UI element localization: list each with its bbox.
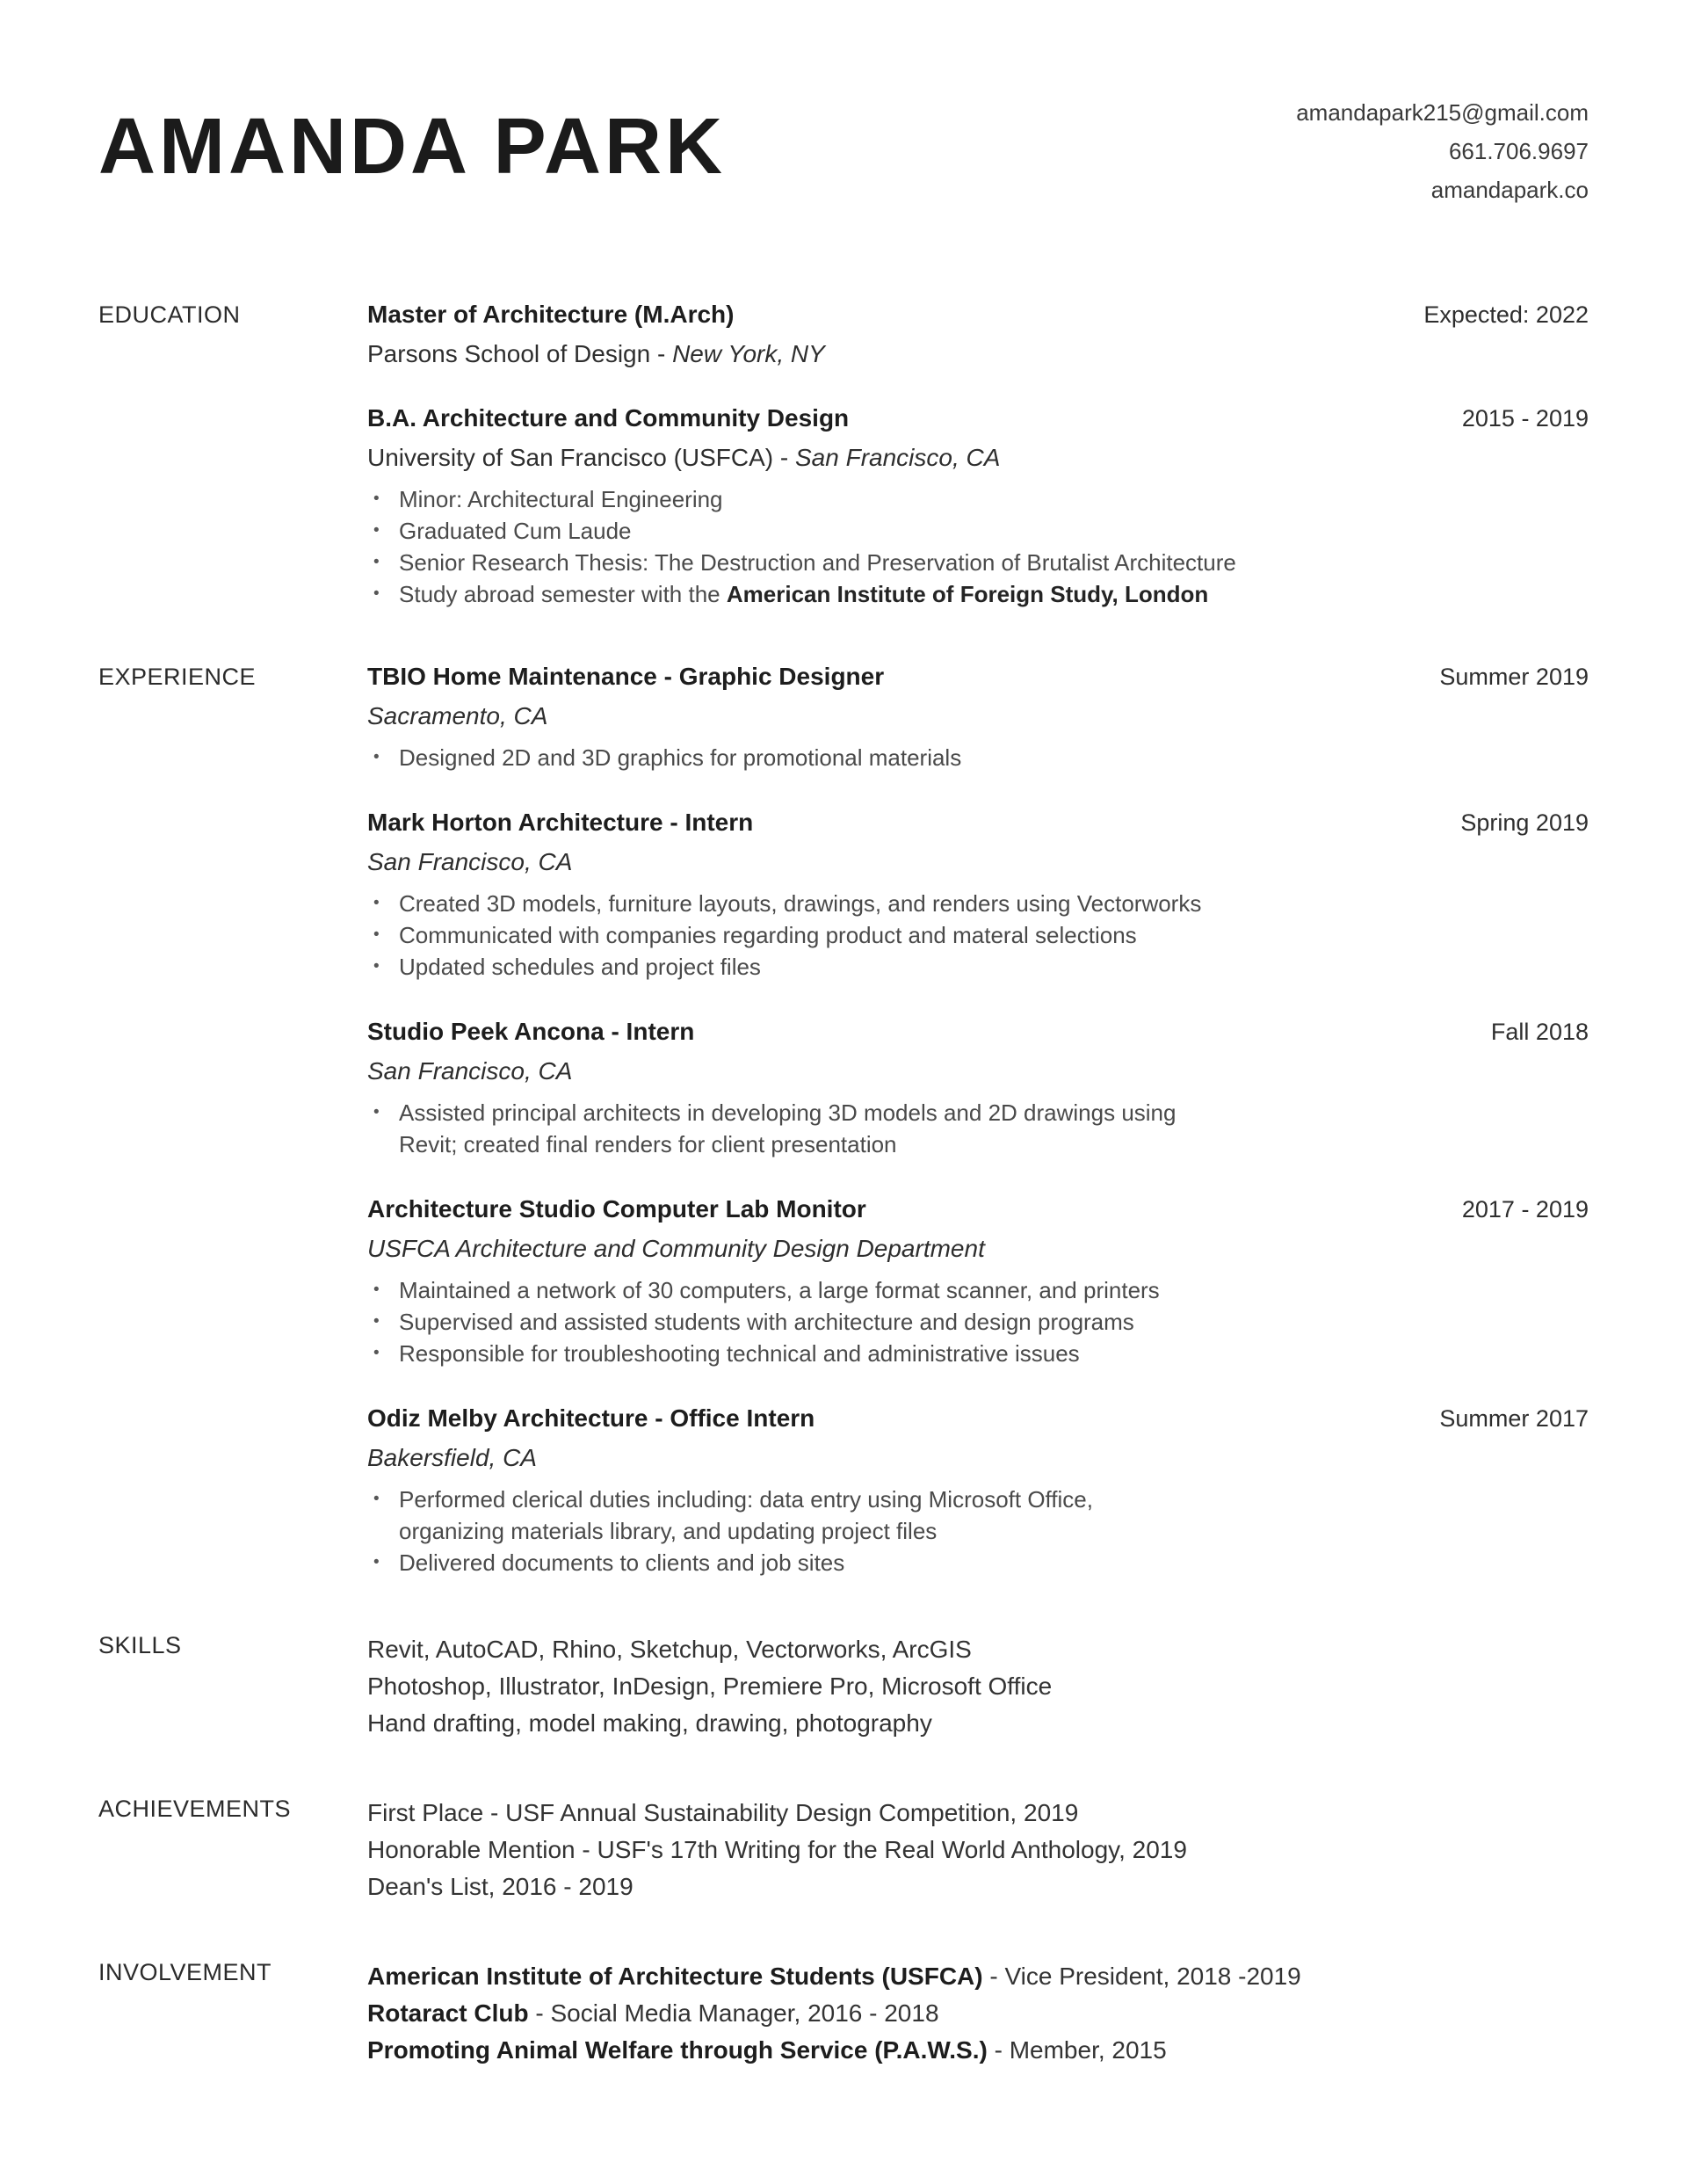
entry-date: Spring 2019 xyxy=(1460,809,1589,836)
bullet-text-plain: Study abroad semester with the xyxy=(399,581,727,607)
achievements-content xyxy=(367,1795,1589,1905)
bullet-text-bold: American Institute of Foreign Study, London xyxy=(726,581,1209,607)
bullet-text xyxy=(399,1097,1589,1160)
section-label-involvement: INVOLVEMENT xyxy=(98,1959,272,1985)
school-location: San Francisco, CA xyxy=(795,444,1001,471)
bullet-line-2: Revit; created final renders for client presentation xyxy=(399,1131,897,1157)
bullet-text: Communicated with companies regarding product and materal selections xyxy=(399,922,1137,948)
bullet-item xyxy=(367,1306,1589,1338)
bullet-icon: • xyxy=(373,748,380,766)
bullet-item xyxy=(367,888,1589,919)
bullet-item xyxy=(367,578,1589,610)
organization-name: Rotaract Club xyxy=(367,1999,529,2027)
entry-date: Expected: 2022 xyxy=(1423,301,1589,328)
bullet-item xyxy=(367,483,1589,515)
experience-entry-studio-peek xyxy=(367,1018,1589,1160)
experience-content xyxy=(367,663,1589,1578)
entry-date: Fall 2018 xyxy=(1490,1019,1589,1045)
bullet-icon: • xyxy=(373,553,380,571)
skills-content xyxy=(367,1631,1589,1742)
entry-head xyxy=(367,301,1589,329)
job-location xyxy=(367,1234,1589,1264)
job-title: Mark Horton Architecture - Intern xyxy=(367,809,754,836)
bullet-text: Created 3D models, furniture layouts, drawings, and renders using Vectorworks xyxy=(399,890,1202,917)
bullet-text: Maintained a network of 30 computers, a large format scanner, and printers xyxy=(399,1277,1160,1303)
bullet-item xyxy=(367,1484,1589,1547)
bullet-text: Updated schedules and project files xyxy=(399,954,761,980)
school-name: Parsons School of Design - xyxy=(367,340,673,367)
school-line xyxy=(367,443,1589,473)
job-location xyxy=(367,847,1589,877)
section-label-skills: SKILLS xyxy=(98,1632,182,1658)
contact-phone: 661.706.9697 xyxy=(1448,138,1589,164)
bullet-icon: • xyxy=(373,490,380,508)
entry-date: 2015 - 2019 xyxy=(1461,405,1589,432)
bullet-icon: • xyxy=(373,1344,380,1362)
contact-email: amandapark215@gmail.com xyxy=(1296,99,1589,126)
bullet-text xyxy=(399,578,1589,610)
involvement-line xyxy=(367,1958,1589,1995)
bullet-list xyxy=(367,483,1589,610)
bullet-item xyxy=(367,1547,1589,1578)
bullet-item xyxy=(367,919,1589,951)
bullet-text: Supervised and assisted students with architecture and design programs xyxy=(399,1309,1134,1335)
bullet-icon: • xyxy=(373,925,380,944)
achievement-line: Dean's List, 2016 - 2019 xyxy=(367,1873,634,1900)
degree-title: B.A. Architecture and Community Design xyxy=(367,404,850,432)
bullet-icon: • xyxy=(373,1553,380,1571)
job-title: TBIO Home Maintenance - Graphic Designer xyxy=(367,663,885,690)
bullet-item xyxy=(367,951,1589,983)
bullet-text: Senior Research Thesis: The Destruction and Preservation of Brutalist Architecture xyxy=(399,549,1236,576)
bullet-list xyxy=(367,1274,1589,1369)
degree-title: Master of Architecture (M.Arch) xyxy=(367,301,735,328)
bullet-icon: • xyxy=(373,1103,380,1121)
job-location-text: Sacramento, CA xyxy=(367,702,548,729)
bullet-text: Designed 2D and 3D graphics for promotional materials xyxy=(399,744,962,771)
job-location-text: USFCA Architecture and Community Design Department xyxy=(367,1235,985,1262)
bullet-list xyxy=(367,742,1589,773)
entry-date: Summer 2017 xyxy=(1439,1405,1589,1432)
achievement-line: First Place - USF Annual Sustainability Design Competition, 2019 xyxy=(367,1799,1079,1826)
header xyxy=(0,0,1687,209)
section-skills xyxy=(0,1631,1687,1742)
entry-head xyxy=(367,1195,1589,1223)
experience-entry-mark-horton xyxy=(367,809,1589,983)
role-text: - Vice President, 2018 -2019 xyxy=(982,1963,1301,1990)
education-entry-bachelors xyxy=(367,404,1589,610)
experience-entry-odiz-melby xyxy=(367,1404,1589,1578)
school-location: New York, NY xyxy=(672,340,825,367)
job-title: Studio Peek Ancona - Intern xyxy=(367,1018,695,1045)
entry-head xyxy=(367,1404,1589,1433)
bullet-line-1: Assisted principal architects in developing 3D models and 2D drawings using xyxy=(399,1099,1177,1126)
section-label-achievements: ACHIEVEMENTS xyxy=(98,1796,292,1822)
page-title: AMANDA PARK xyxy=(98,103,726,191)
skills-line: Hand drafting, model making, drawing, photography xyxy=(367,1709,932,1737)
bullet-item xyxy=(367,742,1589,773)
organization-name: American Institute of Architecture Students (USFCA) xyxy=(367,1963,983,1990)
section-achievements xyxy=(0,1795,1687,1905)
section-label-education: EDUCATION xyxy=(98,301,241,328)
organization-name: Promoting Animal Welfare through Service (P.A.W.S.) xyxy=(367,2036,988,2064)
job-location-text: Bakersfield, CA xyxy=(367,1444,537,1471)
skills-line: Photoshop, Illustrator, InDesign, Premiere Pro, Microsoft Office xyxy=(367,1672,1053,1700)
job-title: Odiz Melby Architecture - Office Intern xyxy=(367,1404,815,1432)
contact-website: amandapark.co xyxy=(1430,177,1589,203)
job-location xyxy=(367,1056,1589,1086)
bullet-text: Minor: Architectural Engineering xyxy=(399,486,723,512)
bullet-item xyxy=(367,515,1589,547)
skills-line: Revit, AutoCAD, Rhino, Sketchup, Vectorworks, ArcGIS xyxy=(367,1636,972,1663)
entry-date: Summer 2019 xyxy=(1439,664,1589,690)
bullet-icon: • xyxy=(373,894,380,912)
bullet-icon: • xyxy=(373,1312,380,1331)
achievement-line: Honorable Mention - USF's 17th Writing for the Real World Anthology, 2019 xyxy=(367,1836,1187,1863)
experience-entry-lab-monitor xyxy=(367,1195,1589,1369)
involvement-content xyxy=(367,1958,1589,2069)
role-text: - Member, 2015 xyxy=(987,2036,1167,2064)
bullet-list xyxy=(367,1097,1589,1160)
bullet-text xyxy=(399,1484,1589,1547)
job-location xyxy=(367,1443,1589,1473)
section-education xyxy=(0,301,1687,610)
entry-head xyxy=(367,1018,1589,1046)
bullet-item xyxy=(367,1274,1589,1306)
bullet-text: Delivered documents to clients and job sites xyxy=(399,1549,845,1576)
education-entry-masters xyxy=(367,301,1589,369)
bullet-text: Responsible for troubleshooting technical and administrative issues xyxy=(399,1340,1080,1367)
role-text: - Social Media Manager, 2016 - 2018 xyxy=(528,1999,939,2027)
contact-info xyxy=(1296,93,1589,209)
experience-entry-tbio xyxy=(367,663,1589,773)
bullet-icon: • xyxy=(373,1281,380,1299)
job-location-text: San Francisco, CA xyxy=(367,1057,573,1085)
bullet-list xyxy=(367,1484,1589,1578)
bullet-icon: • xyxy=(373,1490,380,1508)
entry-head xyxy=(367,663,1589,691)
entry-head xyxy=(367,809,1589,837)
entry-head xyxy=(367,404,1589,432)
entry-date: 2017 - 2019 xyxy=(1461,1196,1589,1223)
bullet-text: Graduated Cum Laude xyxy=(399,518,632,544)
job-location xyxy=(367,701,1589,731)
job-title: Architecture Studio Computer Lab Monitor xyxy=(367,1195,866,1223)
bullet-item xyxy=(367,547,1589,578)
bullet-item xyxy=(367,1097,1589,1160)
school-line xyxy=(367,339,1589,369)
section-experience xyxy=(0,663,1687,1578)
section-involvement xyxy=(0,1958,1687,2069)
involvement-line xyxy=(367,2032,1589,2069)
school-name: University of San Francisco (USFCA) - xyxy=(367,444,795,471)
bullet-icon: • xyxy=(373,521,380,540)
bullet-list xyxy=(367,888,1589,983)
education-content xyxy=(367,301,1589,610)
section-label-experience: EXPERIENCE xyxy=(98,664,257,690)
bullet-icon: • xyxy=(373,957,380,976)
bullet-icon: • xyxy=(373,584,380,603)
bullet-line-1: Performed clerical duties including: data entry using Microsoft Office, xyxy=(399,1486,1093,1513)
involvement-line xyxy=(367,1995,1589,2032)
bullet-line-2: organizing materials library, and updating project files xyxy=(399,1518,938,1544)
bullet-item xyxy=(367,1338,1589,1369)
job-location-text: San Francisco, CA xyxy=(367,848,573,875)
